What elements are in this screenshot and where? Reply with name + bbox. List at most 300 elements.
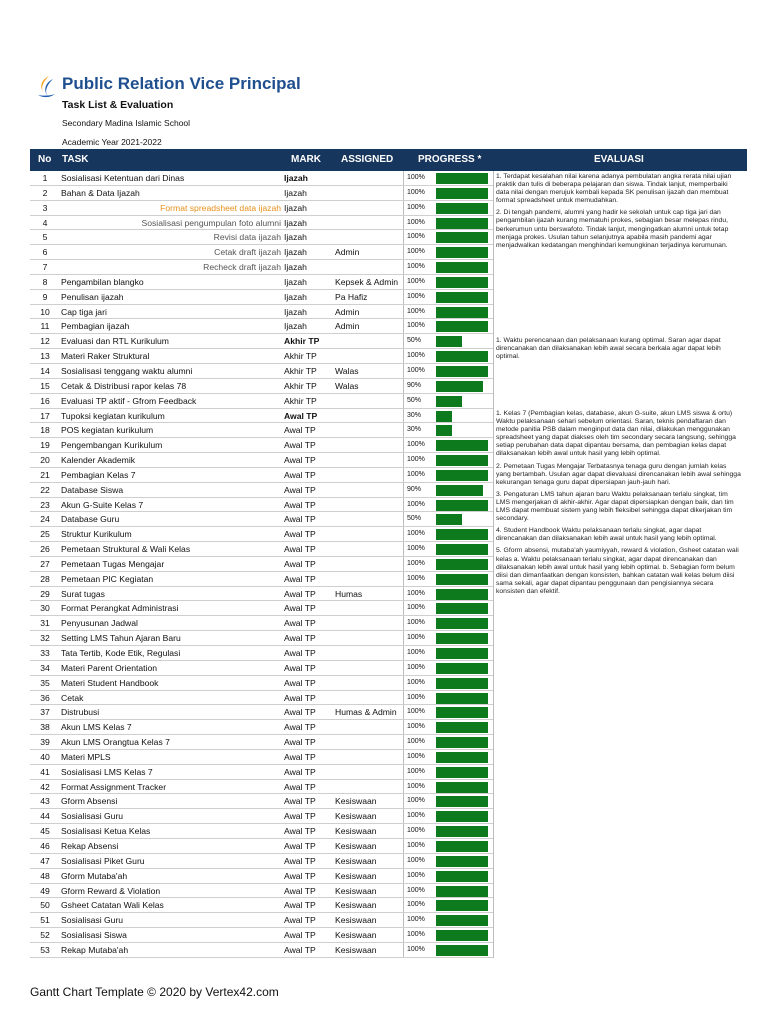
progress-bar bbox=[436, 440, 488, 451]
task-name: Gform Absensi bbox=[61, 796, 118, 807]
task-number: 45 bbox=[40, 826, 50, 837]
task-assigned: Kesiswaan bbox=[335, 944, 377, 955]
task-mark: Awal TP bbox=[284, 677, 316, 688]
table-row bbox=[30, 542, 493, 557]
task-mark: Awal TP bbox=[284, 855, 316, 866]
task-mark: Awal TP bbox=[284, 484, 316, 495]
table-row bbox=[30, 245, 493, 260]
progress-bar bbox=[436, 752, 488, 763]
task-assigned: Admin bbox=[335, 306, 360, 317]
task-assigned: Kepsek & Admin bbox=[335, 276, 399, 287]
progress-bar bbox=[436, 292, 488, 303]
task-mark: Awal TP bbox=[284, 930, 316, 941]
progress-bar bbox=[436, 574, 488, 585]
progress-bar bbox=[436, 782, 488, 793]
table-row bbox=[30, 423, 493, 438]
task-mark: Awal TP bbox=[284, 455, 316, 466]
task-number: 32 bbox=[40, 633, 50, 644]
table-row bbox=[30, 171, 493, 186]
task-mark: Ijazah bbox=[284, 306, 307, 317]
table-row bbox=[30, 216, 493, 231]
task-assigned: Kesiswaan bbox=[335, 930, 377, 941]
task-name: Bahan & Data Ijazah bbox=[61, 187, 140, 198]
progress-bar bbox=[436, 900, 488, 911]
task-mark: Awal TP bbox=[284, 737, 316, 748]
column-header-task: TASK bbox=[62, 154, 89, 165]
progress-percent: 100% bbox=[407, 456, 425, 464]
task-name: Database Siswa bbox=[61, 484, 124, 495]
progress-percent: 100% bbox=[407, 545, 425, 553]
evaluasi-note: 2. Pemetaan Tugas Mengajar Terbatasnya tenaga guru dengan jumlah kelas yang bertambah. Usulan agar dapat dievaluasi direncanakan lebih awal sehingga kekurangan tenaga guru dapat dipersiapan jauh-jauh hari. bbox=[496, 462, 741, 486]
progress-percent: 100% bbox=[407, 233, 425, 241]
progress-bar bbox=[436, 559, 488, 570]
task-assigned: Pa Hafiz bbox=[335, 291, 368, 302]
progress-percent: 100% bbox=[407, 470, 425, 478]
task-name: Pemetaan Struktural & Wali Kelas bbox=[61, 544, 191, 555]
table-row bbox=[30, 319, 493, 334]
task-mark: Awal TP bbox=[284, 692, 316, 703]
progress-percent: 100% bbox=[407, 559, 425, 567]
column-header-progress: PROGRESS * bbox=[418, 154, 482, 165]
table-row bbox=[30, 884, 493, 899]
task-number: 41 bbox=[40, 766, 50, 777]
progress-bar bbox=[436, 722, 488, 733]
task-name: Akun LMS Orangtua Kelas 7 bbox=[61, 737, 170, 748]
task-mark: Awal TP bbox=[284, 588, 316, 599]
progress-bar bbox=[436, 707, 488, 718]
task-assigned: Walas bbox=[335, 380, 359, 391]
table-row bbox=[30, 750, 493, 765]
task-name: Database Guru bbox=[61, 514, 120, 525]
progress-bar bbox=[436, 648, 488, 659]
task-number: 4 bbox=[42, 217, 48, 228]
evaluasi-ijazah bbox=[496, 173, 741, 254]
task-name: Materi Raker Struktural bbox=[61, 351, 150, 362]
task-mark: Awal TP bbox=[284, 618, 316, 629]
table-row bbox=[30, 809, 493, 824]
task-name: Materi MPLS bbox=[61, 751, 111, 762]
task-name: Rekap Absensi bbox=[61, 840, 119, 851]
task-name: Gsheet Catatan Wali Kelas bbox=[61, 900, 164, 911]
progress-percent: 100% bbox=[407, 574, 425, 582]
progress-percent: 100% bbox=[407, 248, 425, 256]
progress-percent: 100% bbox=[407, 307, 425, 315]
table-row bbox=[30, 601, 493, 616]
progress-percent: 100% bbox=[407, 619, 425, 627]
progress-bar bbox=[436, 633, 488, 644]
task-number: 12 bbox=[40, 336, 50, 347]
task-number: 2 bbox=[42, 187, 48, 198]
task-number: 40 bbox=[40, 751, 50, 762]
table-row bbox=[30, 780, 493, 795]
progress-percent: 100% bbox=[407, 886, 425, 894]
table-row bbox=[30, 839, 493, 854]
progress-percent: 100% bbox=[407, 352, 425, 360]
task-number: 30 bbox=[40, 603, 50, 614]
task-number: 36 bbox=[40, 692, 50, 703]
task-name: Sosialisasi LMS Kelas 7 bbox=[61, 766, 153, 777]
table-row bbox=[30, 364, 493, 379]
task-number: 52 bbox=[40, 930, 50, 941]
task-number: 19 bbox=[40, 440, 50, 451]
task-number: 35 bbox=[40, 677, 50, 688]
progress-percent: 100% bbox=[407, 827, 425, 835]
progress-bar bbox=[436, 529, 488, 540]
task-name: Tupoksi kegiatan kurikulum bbox=[61, 410, 165, 421]
progress-percent: 100% bbox=[407, 841, 425, 849]
progress-bar bbox=[436, 856, 488, 867]
task-mark: Awal TP bbox=[284, 544, 316, 555]
task-assigned: Kesiswaan bbox=[335, 885, 377, 896]
task-mark: Ijazah bbox=[284, 262, 307, 273]
task-mark: Akhir TP bbox=[284, 336, 320, 347]
task-mark: Awal TP bbox=[284, 796, 316, 807]
progress-percent: 100% bbox=[407, 277, 425, 285]
task-assigned: Kesiswaan bbox=[335, 855, 377, 866]
progress-bar bbox=[436, 603, 488, 614]
progress-percent: 100% bbox=[407, 188, 425, 196]
progress-percent: 100% bbox=[407, 218, 425, 226]
progress-percent: 100% bbox=[407, 931, 425, 939]
progress-percent: 90% bbox=[407, 381, 422, 389]
table-row bbox=[30, 676, 493, 691]
progress-percent: 100% bbox=[407, 530, 425, 538]
page-title: Public Relation Vice Principal bbox=[62, 74, 301, 93]
progress-bar bbox=[436, 871, 488, 882]
task-number: 29 bbox=[40, 588, 50, 599]
task-number: 48 bbox=[40, 870, 50, 881]
task-number: 28 bbox=[40, 573, 50, 584]
progress-bar bbox=[436, 307, 488, 318]
task-mark: Awal TP bbox=[284, 751, 316, 762]
task-mark: Ijazah bbox=[284, 247, 307, 258]
progress-percent: 100% bbox=[407, 203, 425, 211]
task-assigned: Kesiswaan bbox=[335, 915, 377, 926]
progress-percent: 100% bbox=[407, 767, 425, 775]
task-mark: Awal TP bbox=[284, 722, 316, 733]
table-row bbox=[30, 646, 493, 661]
task-assigned: Kesiswaan bbox=[335, 840, 377, 851]
evaluasi-note: 1. Waktu perencanaan dan pelaksanaan kurang optimal. Saran agar dapat direncanakan dan dilaksanakan lebih awal secara berkala agar dapat lebih optimal. bbox=[496, 337, 721, 361]
progress-percent: 100% bbox=[407, 500, 425, 508]
table-row bbox=[30, 854, 493, 869]
task-number: 9 bbox=[42, 291, 48, 302]
progress-bar bbox=[436, 618, 488, 629]
task-name: Pemetaan PIC Kegiatan bbox=[61, 573, 154, 584]
progress-bar bbox=[436, 173, 488, 184]
task-mark: Awal TP bbox=[284, 870, 316, 881]
task-number: 38 bbox=[40, 722, 50, 733]
progress-percent: 100% bbox=[407, 649, 425, 656]
task-name: Sosialisasi Guru bbox=[61, 915, 124, 926]
progress-bar bbox=[436, 886, 488, 897]
progress-percent: 90% bbox=[407, 485, 422, 493]
progress-percent: 100% bbox=[407, 322, 425, 330]
task-number: 31 bbox=[40, 618, 50, 629]
table-row bbox=[30, 483, 493, 498]
academic-year: Academic Year 2021-2022 bbox=[62, 137, 162, 147]
task-number: 11 bbox=[40, 321, 50, 332]
table-row bbox=[30, 869, 493, 884]
task-number: 23 bbox=[40, 499, 50, 510]
task-mark: Akhir TP bbox=[284, 380, 317, 391]
task-assigned: Admin bbox=[335, 321, 360, 332]
progress-bar bbox=[436, 930, 488, 941]
task-number: 26 bbox=[40, 544, 50, 555]
progress-bar bbox=[436, 470, 488, 481]
task-mark: Ijazah bbox=[284, 276, 307, 287]
progress-percent: 100% bbox=[407, 797, 425, 805]
task-name: Distrubusi bbox=[61, 707, 100, 718]
task-number: 1 bbox=[42, 173, 48, 183]
task-name: Penulisan ijazah bbox=[61, 291, 124, 302]
progress-percent: 100% bbox=[407, 812, 425, 820]
task-mark: Awal TP bbox=[284, 944, 316, 955]
progress-bar bbox=[436, 693, 488, 704]
table-row bbox=[30, 186, 493, 201]
progress-bar bbox=[436, 737, 488, 748]
progress-percent: 100% bbox=[407, 871, 425, 879]
task-mark: Awal TP bbox=[284, 915, 316, 926]
task-mark: Awal TP bbox=[284, 440, 316, 451]
task-number: 42 bbox=[40, 781, 50, 792]
table-row bbox=[30, 468, 493, 483]
task-mark: Ijazah bbox=[284, 291, 307, 302]
task-mark: Awal TP bbox=[284, 603, 316, 614]
task-assigned: Kesiswaan bbox=[335, 826, 377, 837]
task-number: 18 bbox=[40, 425, 50, 436]
progress-percent: 100% bbox=[407, 723, 425, 731]
task-mark: Awal TP bbox=[284, 826, 316, 837]
table-row bbox=[30, 290, 493, 305]
column-header-mark: MARK bbox=[291, 154, 321, 165]
table-row bbox=[30, 527, 493, 542]
task-number: 14 bbox=[40, 365, 50, 376]
progress-bar bbox=[436, 396, 462, 407]
progress-percent: 50% bbox=[407, 515, 422, 523]
evaluasi-note: 5. Gform absensi, mutaba'ah yaumiyyah, reward & violation, Gsheet catatan wali kelas a. Waktu pelaksanaan terlalu singkat, agar dapat direncanakan dan dilaksanakan lebih awal untuk hasil yang lebih optimal. b. Sebagian form belum diisi dan dimanfaatkan dengan konsisten, bahkan catatan wali kelas belum diisi sama sekali, agar dapat dipantau penggunaan dan pengisiannya secara konsisten dan efektif. bbox=[496, 547, 739, 595]
task-assigned: Kesiswaan bbox=[335, 796, 377, 807]
task-mark: Awal TP bbox=[284, 707, 316, 718]
progress-bar bbox=[436, 262, 488, 273]
footer-credit: Gantt Chart Template © 2020 by Vertex42.com bbox=[30, 985, 279, 999]
task-mark: Awal TP bbox=[284, 648, 316, 658]
progress-bar bbox=[436, 500, 488, 511]
progress-percent: 100% bbox=[407, 752, 425, 760]
task-number: 5 bbox=[42, 232, 48, 243]
progress-percent: 100% bbox=[407, 708, 425, 716]
table-row bbox=[30, 305, 493, 320]
table-row bbox=[30, 572, 493, 587]
task-name: Rekap Mutaba'ah bbox=[61, 944, 129, 955]
task-name: Pembagian ijazah bbox=[61, 321, 130, 332]
task-mark: Awal TP bbox=[284, 766, 316, 777]
task-mark: Akhir TP bbox=[284, 351, 317, 362]
task-mark: Ijazah bbox=[284, 202, 307, 213]
task-number: 34 bbox=[40, 662, 50, 673]
task-number: 22 bbox=[40, 484, 50, 495]
task-name: Pembagian Kelas 7 bbox=[61, 469, 136, 480]
evaluasi-note: 4. Student Handbook Waktu pelaksanaan terlalu singkat, agar dapat direncanakan dan dilaksanakan lebih awal untuk hasil yang lebih optimal. bbox=[496, 527, 717, 543]
task-name: Pemetaan Tugas Mengajar bbox=[61, 558, 165, 569]
task-number: 17 bbox=[40, 410, 50, 421]
task-number: 20 bbox=[40, 455, 50, 466]
task-mark: Awal TP bbox=[284, 811, 316, 822]
task-name: Cetak draft ijazah bbox=[214, 247, 281, 258]
task-name: Sosialisasi Guru bbox=[61, 811, 124, 822]
task-mark: Awal TP bbox=[284, 558, 316, 569]
progress-percent: 100% bbox=[407, 678, 425, 686]
task-name: Evaluasi dan RTL Kurikulum bbox=[61, 336, 169, 347]
task-name: Revisi data ijazah bbox=[213, 232, 281, 243]
task-name: Pengambilan blangko bbox=[61, 276, 144, 287]
table-row bbox=[30, 691, 493, 706]
task-mark: Ijazah bbox=[284, 187, 307, 198]
table-row bbox=[30, 928, 493, 943]
table-row bbox=[30, 898, 493, 913]
progress-bar bbox=[436, 663, 488, 674]
progress-bar bbox=[436, 589, 488, 600]
task-name: Surat tugas bbox=[61, 588, 105, 599]
task-number: 51 bbox=[40, 915, 50, 926]
progress-percent: 100% bbox=[407, 634, 425, 642]
table-row bbox=[30, 824, 493, 839]
evaluasi-note: 2. Di tengah pandemi, alumni yang hadir ke sekolah untuk cap tiga jari dan pengambilan ijazah kurang mematuhi prokes, sebagian besar melepas rindu, berkerumun untu berswafoto. Tindak lanjut, mengingatkan alumni untuk tetap menjaga prokes. Usulan tahun selanjutnya apabila masih pandemi agar menjadwalkan kedatangan menghindari kemungkinan terjadinya kerumunan. bbox=[496, 209, 729, 249]
task-name: Materi Student Handbook bbox=[61, 677, 159, 688]
school-name: Secondary Madina Islamic School bbox=[62, 118, 191, 128]
table-row bbox=[30, 275, 493, 290]
task-name: Sosialisasi tenggang waktu alumni bbox=[61, 365, 193, 376]
task-name: Struktur Kurikulum bbox=[61, 529, 132, 540]
task-mark: Ijazah bbox=[284, 321, 307, 332]
table-row bbox=[30, 557, 493, 572]
progress-bar bbox=[436, 485, 483, 496]
task-name: Gform Mutaba'ah bbox=[61, 870, 128, 881]
school-logo-icon bbox=[35, 75, 57, 99]
column-header-no: No bbox=[38, 154, 52, 165]
progress-percent: 100% bbox=[407, 901, 425, 909]
task-number: 44 bbox=[40, 811, 50, 822]
table-row bbox=[30, 230, 493, 245]
progress-bar bbox=[436, 351, 488, 362]
task-number: 53 bbox=[40, 944, 50, 955]
progress-bar bbox=[436, 796, 488, 807]
task-mark: Awal TP bbox=[284, 410, 318, 421]
task-mark: Awal TP bbox=[284, 469, 316, 480]
task-mark: Awal TP bbox=[284, 529, 316, 540]
table-row bbox=[30, 512, 493, 527]
progress-percent: 100% bbox=[407, 604, 425, 612]
progress-bar bbox=[436, 188, 488, 199]
task-assigned: Kesiswaan bbox=[335, 900, 377, 911]
task-number: 27 bbox=[40, 558, 50, 569]
task-name: Sosialisasi Ketua Kelas bbox=[61, 826, 151, 837]
task-name: Cetak bbox=[61, 692, 84, 703]
table-row bbox=[30, 587, 493, 602]
table-row bbox=[30, 498, 493, 513]
column-header-assigned: ASSIGNED bbox=[341, 154, 394, 165]
task-mark: Akhir TP bbox=[284, 365, 317, 376]
task-name: Materi Parent Orientation bbox=[61, 662, 158, 673]
progress-percent: 100% bbox=[407, 945, 425, 953]
task-name: Evaluasi TP aktif - Gfrom Feedback bbox=[61, 395, 197, 406]
progress-bar bbox=[436, 425, 452, 436]
progress-bar bbox=[436, 336, 462, 347]
task-name: Cap tiga jari bbox=[61, 306, 107, 317]
task-name: Penyusunan Jadwal bbox=[61, 618, 138, 629]
progress-bar bbox=[436, 203, 488, 214]
task-mark: Awal TP bbox=[284, 633, 316, 644]
task-number: 6 bbox=[42, 247, 48, 258]
evaluasi-akhir-tp bbox=[496, 337, 741, 365]
task-mark: Awal TP bbox=[284, 662, 316, 673]
table-row bbox=[30, 438, 493, 453]
task-assigned: Admin bbox=[335, 247, 360, 258]
task-name: Tata Tertib, Kode Etik, Regulasi bbox=[61, 648, 181, 658]
progress-percent: 100% bbox=[407, 738, 425, 746]
progress-bar bbox=[436, 514, 462, 525]
task-assigned: Kesiswaan bbox=[335, 811, 377, 822]
task-mark: Ijazah bbox=[284, 173, 308, 183]
evaluasi-note: 1. Kelas 7 (Pembagian kelas, database, akun G-suite, akun LMS siswa & ortu) Waktu pelaksanaan sehari sebelum orientasi. Saran, teknis pendaftaran dan metode panitia PSB dalam menginput data dan nilai, dilakukan menggunakan spreadsheet yang dapat diakses oleh tim secondary secara langsung, sehingga setiap perubahan data dapat dipantau bersama, dan pembagian kelas dapat dilaksanakan lebih awal untuk hasil yang lebih optimal. bbox=[496, 410, 736, 458]
progress-bar bbox=[436, 915, 488, 926]
table-row bbox=[30, 394, 493, 409]
progress-percent: 100% bbox=[407, 589, 425, 597]
table-row bbox=[30, 913, 493, 928]
progress-bar bbox=[436, 218, 488, 229]
task-number: 43 bbox=[40, 796, 50, 807]
task-name: Format Perangkat Administrasi bbox=[61, 603, 179, 614]
task-assigned: Humas & Admin bbox=[335, 707, 397, 718]
task-name: Pengembangan Kurikulum bbox=[61, 440, 163, 451]
table-row bbox=[30, 379, 493, 394]
table-row bbox=[30, 735, 493, 750]
progress-bar bbox=[436, 678, 488, 689]
progress-bar bbox=[436, 826, 488, 837]
task-mark: Akhir TP bbox=[284, 395, 317, 406]
progress-percent: 100% bbox=[407, 693, 425, 701]
progress-percent: 100% bbox=[407, 292, 425, 300]
task-mark: Awal TP bbox=[284, 900, 316, 911]
table-row bbox=[30, 616, 493, 631]
progress-bar bbox=[436, 811, 488, 822]
task-number: 8 bbox=[42, 276, 48, 287]
progress-bar bbox=[436, 455, 488, 466]
task-name: POS kegiatan kurikulum bbox=[61, 425, 154, 436]
task-number: 7 bbox=[42, 262, 48, 273]
task-number: 13 bbox=[40, 351, 50, 362]
progress-percent: 100% bbox=[407, 174, 425, 181]
progress-percent: 100% bbox=[407, 782, 425, 790]
table-row bbox=[30, 631, 493, 646]
page-subtitle: Task List & Evaluation bbox=[62, 99, 174, 111]
task-name: Akun LMS Kelas 7 bbox=[61, 722, 132, 733]
evaluasi-awal-tp bbox=[496, 410, 741, 600]
task-name: Akun G-Suite Kelas 7 bbox=[61, 499, 144, 510]
task-number: 15 bbox=[40, 380, 50, 391]
task-name: Format spreadsheet data ijazah bbox=[160, 202, 281, 213]
task-name: Sosialisasi pengumpulan foto alumni bbox=[141, 217, 281, 228]
task-name: Recheck draft ijazah bbox=[203, 262, 281, 273]
progress-percent: 30% bbox=[407, 411, 422, 419]
table-row bbox=[30, 705, 493, 720]
task-number: 16 bbox=[40, 395, 50, 406]
task-assigned: Walas bbox=[335, 365, 359, 376]
progress-percent: 100% bbox=[407, 366, 425, 374]
task-number: 46 bbox=[40, 840, 50, 851]
task-mark: Awal TP bbox=[284, 425, 316, 436]
task-number: 37 bbox=[40, 707, 50, 718]
